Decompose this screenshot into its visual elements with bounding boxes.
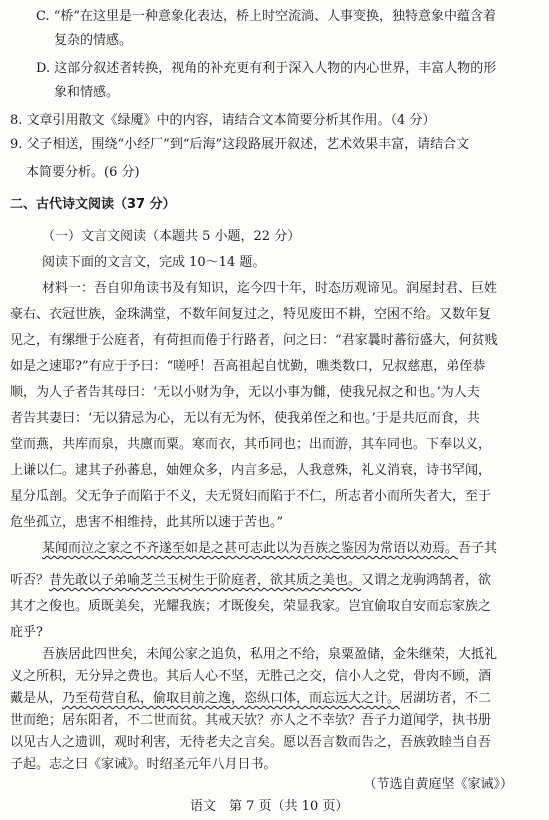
question-9-line2: 本简要分析。(6 分): [26, 165, 140, 180]
passage-line: 者告其妻曰：‘无以猜忌为心，无以有无为怀，使我弟侄之和也。’于是共厄而食，共: [10, 411, 480, 426]
passage-line: 危坐孤立，患害不相维持，此其所以速于苦也。”: [10, 515, 284, 530]
passage-line: 如是之速耶?”有应于予曰：“嗟呼！吾高祖起自忧勤，噍类数口，兄叔慈惠，弟侄恭: [10, 359, 486, 374]
option-c-line2: 复杂的情感。: [54, 33, 133, 48]
instruction: 阅读下面的文言文，完成 10～14 题。: [42, 255, 266, 270]
passage-line: 堂而燕，共库而泉，共廪而粟。寒而衣，其币同也；出而游，其车同也。下奉以义，: [10, 437, 492, 452]
passage-text: 听否？: [10, 573, 50, 588]
passage-line: 以见古人之遗训，观时利害，无待老夫之言矣。愿以吾言数而告之，吾族敦睦当自吾: [10, 735, 492, 750]
passage-line: 子起。志之曰《家诫》。时绍圣元年八月日书。: [10, 757, 277, 772]
underlined-sentence: 乃至苟营自私，偷取目前之逸，恣纵口体，而忘远大之计。: [62, 691, 401, 706]
page-footer: 语文 第 7 页（共 10 页）: [190, 799, 349, 814]
subsection-title: （一）文言文阅读（本题共 5 小题，22 分）: [42, 229, 301, 244]
question-8: 8. 文章引用散文《绿魇》中的内容，请结合文本简要分析其作用。（4 分）: [10, 113, 436, 128]
option-d-line2: 象和情感。: [54, 85, 120, 100]
passage-line: 庇乎?: [10, 625, 43, 640]
passage-text: 又谓之龙驹鸿鹄者，欲: [361, 573, 492, 588]
option-d-line1: D. 这部分叙述者转换，视角的补充更有利于深入人物的内心世界，丰富人物的形: [36, 61, 497, 76]
passage-line: 星分瓜剖。父无争子而陷于不义，夫无贤妇而陷于不仁，所志者小而所失者大，至于: [10, 489, 492, 504]
passage-line: 上谦以仁。逮其子孙蕃息，妯娌众多，内言多忌，人我意殊，礼义消衰，诗书罕闻，: [10, 463, 492, 478]
passage-text: 吾子其: [458, 541, 498, 556]
passage-line: 见之，有缧绁于公庭者，有荷担而倦于行路者，问之曰：“君家曩时蕃衍盛大，何贫贱: [10, 333, 498, 348]
passage-text: 居湖坊者，不二: [400, 691, 492, 706]
source-citation: （节选自黄庭坚《家诫》）: [363, 777, 513, 792]
passage-line: [10, 690, 491, 708]
passage-line: [42, 540, 497, 558]
section-title: 二、古代诗文阅读（37 分）: [10, 197, 176, 212]
passage-line: 其才之俊也。质既美矣，光耀我族；才既俊矣，荣显我家。岂宜偷取自安而忘家族之: [10, 599, 492, 614]
passage-line: 豪右、衣冠世族，金珠满堂，不数年间复过之，特见废田不耕，空困不给。又数年复: [10, 307, 492, 322]
passage-line: 义之所积，无分异之费也。其后人心不坚，无胜己之交，信小人之党，骨肉不顾，酒: [10, 669, 492, 684]
question-9-line1: 9. 父子相送，围绕“小经厂”到“后海”这段路展开叙述，艺术效果丰富，请结合文: [10, 137, 470, 152]
passage-line: 世而绝；居东阳者，不二世而贫。其戒天欤？亦人之不幸欤？吾子力道闻学，执书册: [10, 713, 492, 728]
option-c-line1: C. “桥”在这里是一种意象化表达，桥上时空流淌、人事变换，独特意象中蕴含着: [36, 9, 497, 24]
passage-line: 材料一：吾自卯角读书及有知识，迄今四十年，时态历观谛见。润屋封君、巨姓: [42, 281, 498, 296]
passage-line: [10, 572, 491, 590]
underlined-sentence: 某闻而泣之家之不齐遂至如是之甚可志此以为吾族之鉴因为常语以劝焉。: [42, 541, 459, 556]
passage-line: 吾族居此四世矣，未闻公家之追负，私用之不给，泉粟盈储，金朱继荣，大抵礼: [42, 647, 498, 662]
passage-line: 顺，为人子者告其母曰：‘无以小财为争，无以小事为雠，使我兄叔之和也。’为人夫: [10, 385, 480, 400]
underlined-sentence: 昔先敢以子弟喻芝兰玉树生于阶庭者，欲其质之美也。: [49, 573, 362, 588]
passage-text: 戴是从，: [10, 691, 63, 706]
